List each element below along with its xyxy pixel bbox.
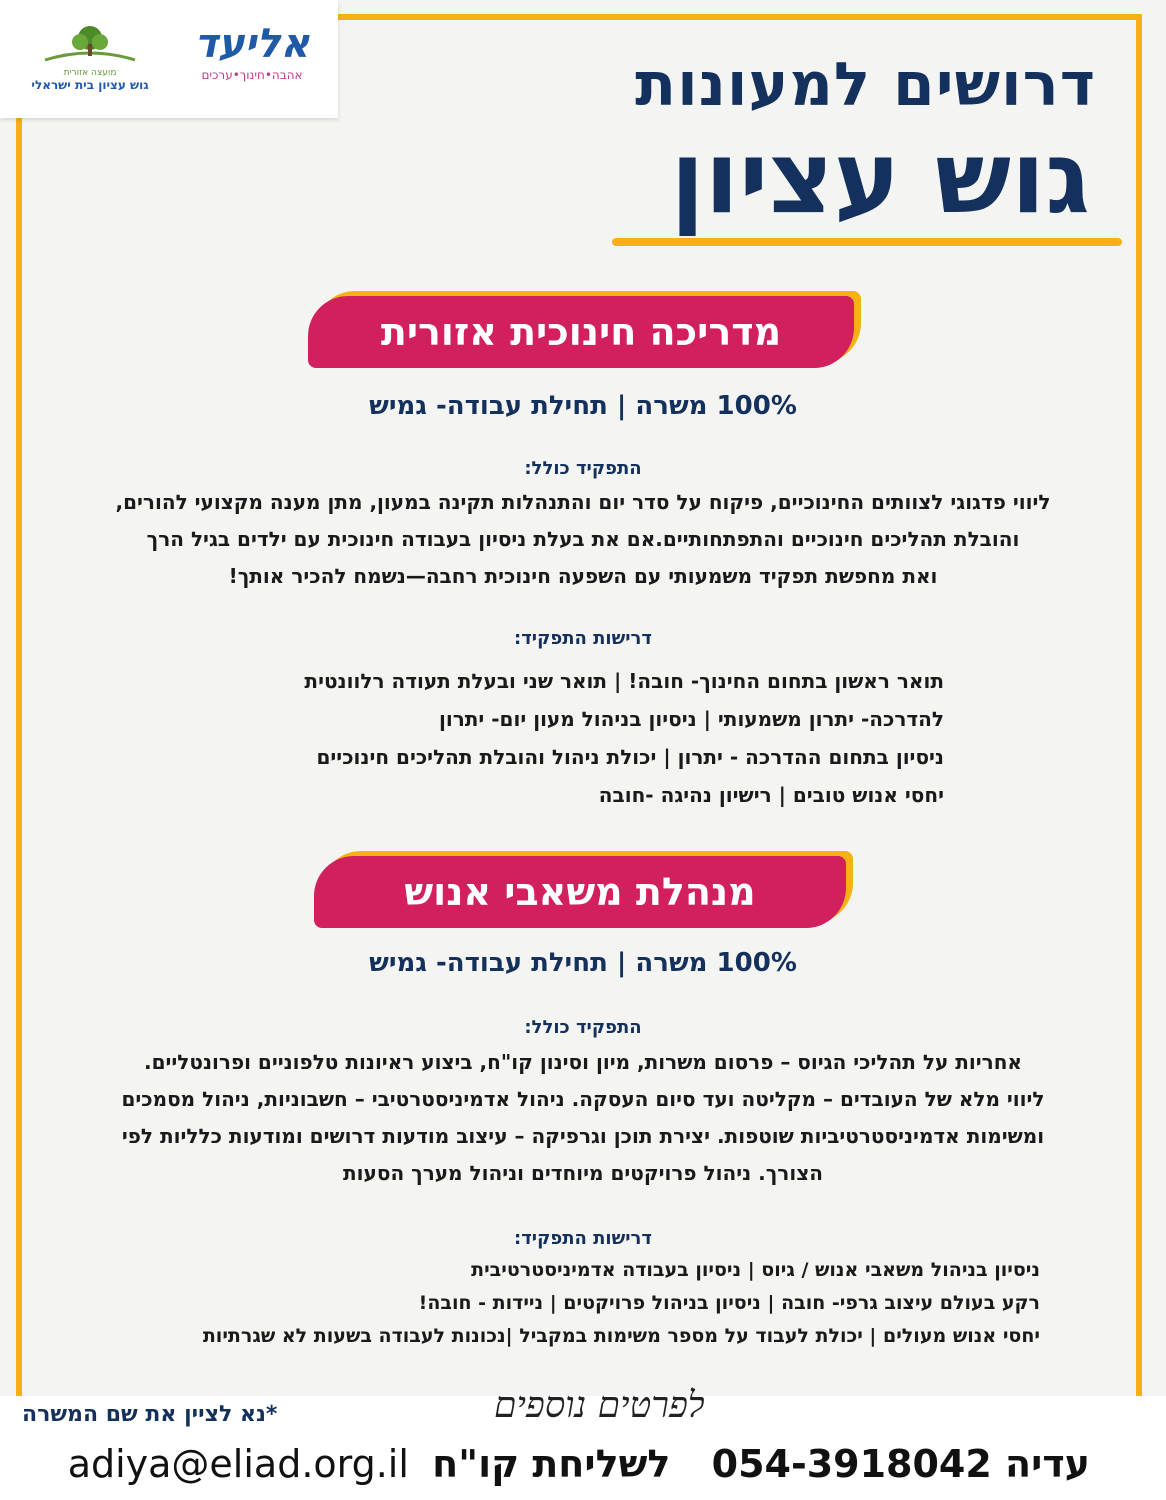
headline-underline [612,238,1122,246]
overview-label: התפקיד כולל: [524,1017,642,1038]
eliad-logo [192,20,312,100]
overview-line: ליווי פדגוגי לצוותים החינוכיים, פיקוח על סדר יום והתנהלות תקינה במעון, מתן מענה מקצועי להורים, [115,490,1051,514]
overview-line: והובלת תהליכים חינוכיים והתפתחותיים.אם את בעלת ניסיון בעבודה חינוכית עם ילדים בגיל הרך [146,527,1020,551]
council-name-line2: גוש עציון בית ישראלי [31,78,149,92]
requirements-label: דרישות התפקיד: [514,628,652,649]
requirements-list [203,1254,1040,1353]
overview-label: התפקיד כולל: [524,458,642,479]
requirements-list [304,662,944,814]
overview-line: ואת מחפשת תפקיד משמעותי עם השפעה חינוכית רחבה—נשמח להכיר אותך! [228,564,938,588]
contact-line [67,1442,1090,1486]
overview-line: אחריות על תהליכי הגיוס – פרסום משרות, מיון וסינון קו"ח, ביצוע ראיונות טלפוניים ופרונטליים. [143,1050,1022,1074]
job-title-banner: מדריכה חינוכית אזורית [308,296,854,368]
job-subtitle: 100% משרה | תחילת עבודה- גמיש [369,391,797,421]
overview-line: ומשימות אדמיניסטרטיביות שוטפות. יצירת תוכן וגרפיקה – עיצוב מודעות דרושים ומודעות כלליות לפי [121,1124,1045,1148]
contact-name-phone: עדיה 054-3918042 [711,1442,1090,1486]
requirement-item: ניסיון בניהול משאבי אנוש / גיוס | ניסיון בעבודה אדמיניסטרטיבית [471,1259,1040,1281]
job-title-banner: מנהלת משאבי אנוש [314,856,846,928]
headline-line1: דרושים למעונות [635,50,1096,120]
details-heading: לפרטים נוספים [494,1385,705,1426]
requirements-label: דרישות התפקיד: [514,1228,652,1249]
logo-strip [0,0,338,118]
requirement-item: יחסי אנוש טובים | רישיון נהיגה -חובה [598,783,944,807]
contact-email[interactable]: adiya@eliad.org.il [67,1442,409,1486]
job-subtitle: 100% משרה | תחילת עבודה- גמיש [369,948,797,978]
eliad-logo-wordmark: אליעד [194,21,310,67]
job-overview [40,1044,1126,1192]
overview-line: ליווי מלא של העובדים – מקליטה ועד סיום העסקה. ניהול אדמיניסטרטיבי – חשבוניות, ניהול מסמכים [121,1087,1045,1111]
position-name-note: *נא לציין את שם המשרה [22,1402,278,1427]
council-name-line1: מועצה אזורית [63,68,117,78]
requirement-item: תואר ראשון בתחום החינוך- חובה! | תואר שני ובעלת תעודה רלוונטית [304,669,944,693]
council-logo [20,24,160,104]
requirement-item: להדרכה- יתרון משמעותי | ניסיון בניהול מעון יום- יתרון [438,707,944,731]
cv-label: לשליחת קו"ח [432,1442,671,1486]
job-overview [40,484,1126,595]
tree-icon [40,24,140,64]
eliad-logo-tagline: אהבה•חינוך•ערכים [201,68,303,82]
requirement-item: ניסיון בתחום ההדרכה - יתרון | יכולת ניהול והובלת תהליכים חינוכיים [316,745,944,769]
overview-line: הצורך. ניהול פרויקטים מיוחדים וניהול מערך הסעות [343,1161,823,1185]
headline-line2: גוש עציון [670,119,1090,236]
requirement-item: יחסי אנוש מעולים | יכולת לעבוד על מספר משימות במקביל |נכונות לעבודה בשעות לא שגרתיות [202,1325,1040,1347]
requirement-item: רקע בעולם עיצוב גרפי- חובה | ניסיון בניהול פרויקטים | ניידות - חובה! [418,1292,1040,1314]
